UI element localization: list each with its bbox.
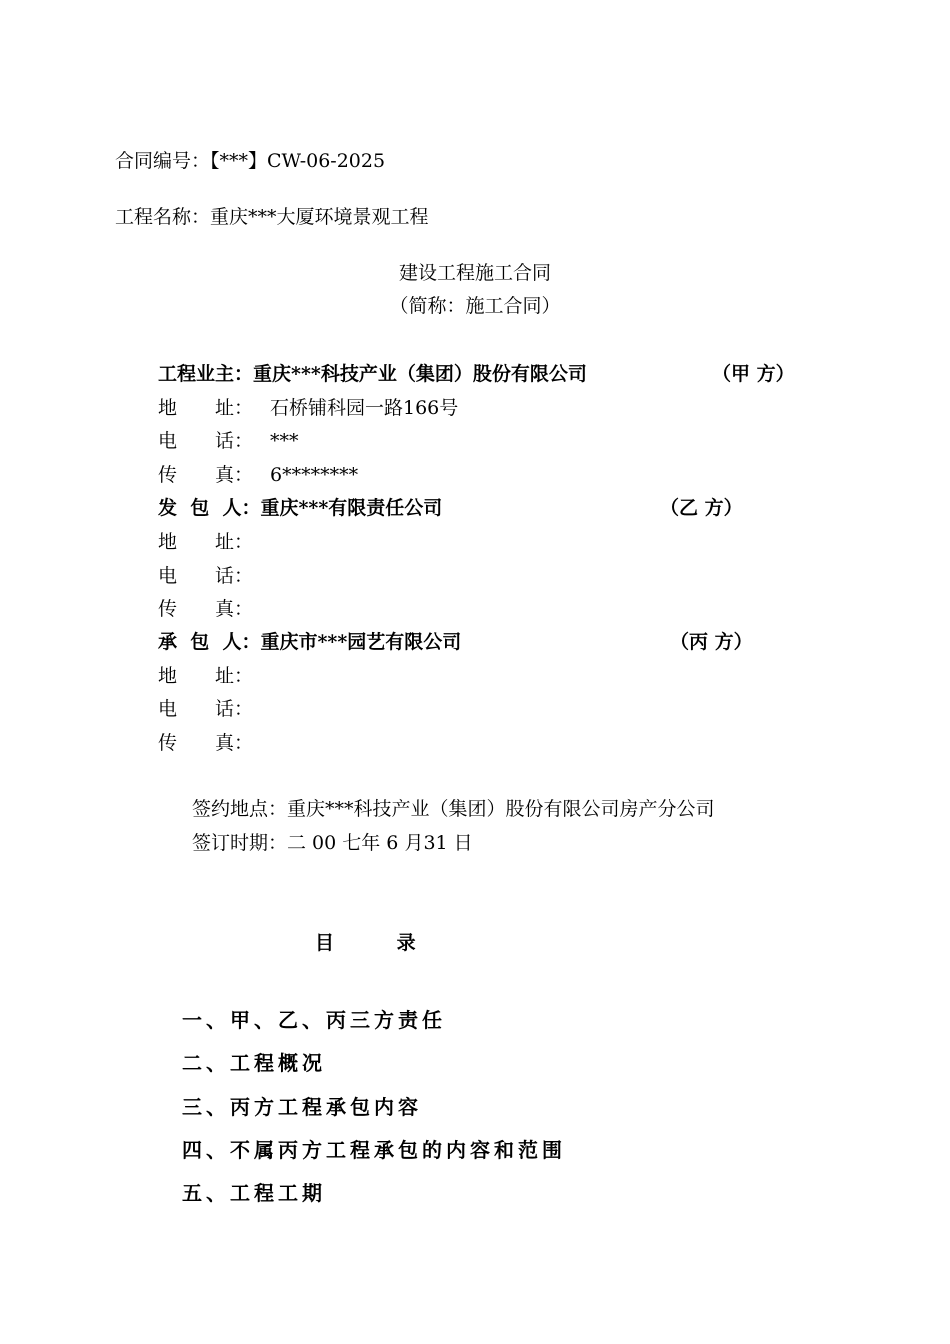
toc-item: 二、工程概况: [182, 1051, 326, 1075]
party-owner-phone: [158, 426, 299, 453]
party-employer-fax: [158, 594, 270, 621]
field-label: 电 话：: [158, 698, 254, 720]
signing-date-value: 二 00 七年 6 月31 日: [287, 832, 473, 854]
field-label: 地 址：: [158, 397, 254, 419]
party-employer-address: [158, 527, 270, 554]
signing-place-label: 签约地点：: [192, 798, 288, 820]
project-name-value: 重庆***大厦环境景观工程: [210, 206, 429, 228]
signing-place: [192, 794, 715, 821]
party-owner-role: （甲 方）: [712, 363, 795, 385]
party-contractor-label: 承 包 人：: [158, 631, 261, 653]
party-contractor-fax: [158, 728, 270, 755]
field-value: ***: [270, 430, 299, 452]
field-label: 电 话：: [158, 565, 254, 587]
toc-heading: 目 录: [315, 932, 444, 954]
toc-item: 三、丙方工程承包内容: [182, 1095, 422, 1119]
project-name-label: 工程名称：: [115, 206, 211, 228]
party-owner-address: [158, 393, 458, 420]
signing-date-label: 签订时期：: [192, 832, 288, 854]
toc-item: 四、不属丙方工程承包的内容和范围: [182, 1138, 566, 1162]
toc-item: 五、工程工期: [182, 1181, 326, 1205]
party-employer-label: 发 包 人：: [158, 497, 261, 519]
signing-date: [192, 828, 473, 855]
party-owner-name: 重庆***科技产业（集团）股份有限公司: [253, 363, 587, 385]
contract-number-label: 合同编号：: [115, 150, 211, 172]
party-employer-phone: [158, 561, 270, 588]
field-label: 地 址：: [158, 531, 254, 553]
party-contractor-address: [158, 661, 270, 688]
party-contractor-phone: [158, 694, 270, 721]
party-owner-label: 工程业主：: [158, 363, 254, 385]
party-employer-name: 重庆***有限责任公司: [260, 497, 443, 519]
party-contractor-role: （丙 方）: [670, 631, 753, 653]
field-label: 传 真：: [158, 464, 254, 486]
toc-item: 一、甲、乙、丙三方责任: [182, 1008, 446, 1032]
field-label: 传 真：: [158, 732, 254, 754]
field-value: 6********: [270, 464, 359, 486]
party-employer-row: [158, 493, 442, 520]
party-contractor-name: 重庆市***园艺有限公司: [260, 631, 462, 653]
project-name: [115, 202, 429, 229]
contract-number-value: 【***】CW-06-2025: [210, 150, 386, 172]
field-value: 石桥铺科园一路166号: [270, 397, 459, 419]
field-label: 电 话：: [158, 430, 254, 452]
field-label: 传 真：: [158, 598, 254, 620]
field-label: 地 址：: [158, 665, 254, 687]
contract-number: [115, 146, 385, 173]
party-owner-row: [158, 359, 587, 386]
document-subtitle: （简称：施工合同）: [389, 295, 561, 317]
document-title: 建设工程施工合同: [398, 262, 551, 284]
signing-place-value: 重庆***科技产业（集团）股份有限公司房产分公司: [287, 798, 715, 820]
party-owner-fax: [158, 460, 358, 487]
party-contractor-row: [158, 627, 461, 654]
party-employer-role: （乙 方）: [660, 497, 743, 519]
